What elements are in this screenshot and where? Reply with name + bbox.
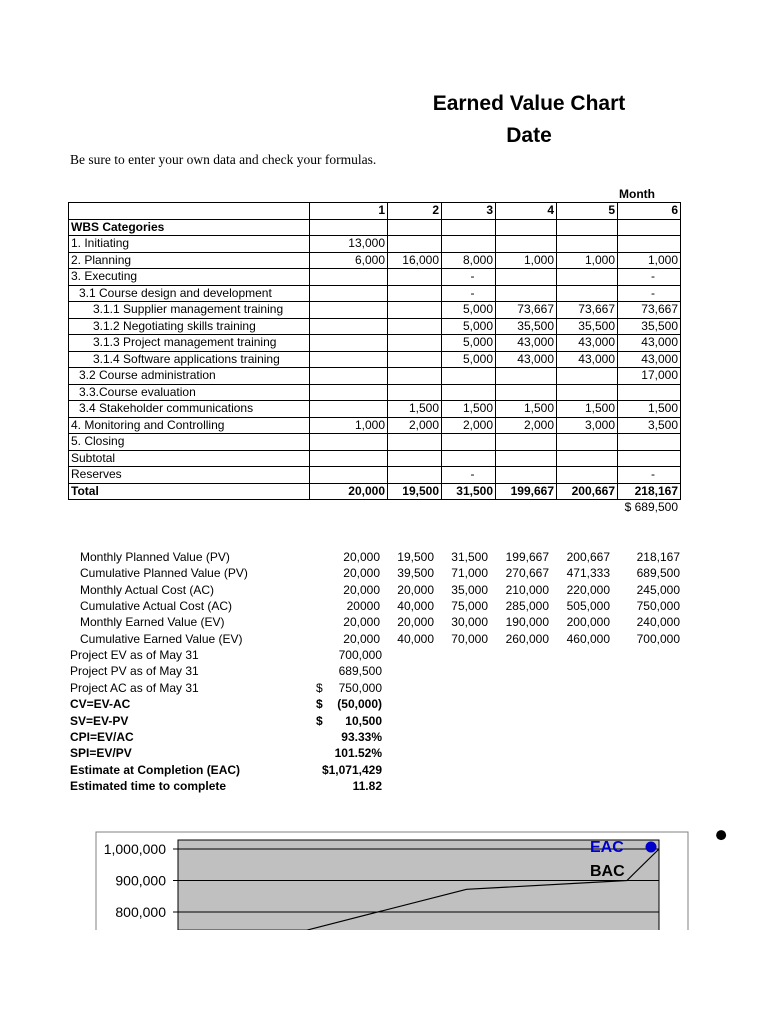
- table-cell: [618, 384, 681, 401]
- table-cell: [310, 318, 388, 335]
- value-cell: 689,500: [636, 566, 680, 581]
- table-cell: [310, 219, 388, 236]
- value-row-label: Monthly Actual Cost (AC): [80, 582, 215, 597]
- table-cell: 20,000: [310, 483, 388, 500]
- table-cell: 1,000: [310, 417, 388, 434]
- table-cell: [310, 384, 388, 401]
- table-cell: 2,000: [496, 417, 557, 434]
- value-cell: 285,000: [505, 598, 549, 613]
- table-cell: [557, 467, 618, 484]
- table-cell: [310, 285, 388, 302]
- table-row: [69, 302, 681, 319]
- summary-value: (50,000): [337, 697, 382, 712]
- table-cell: [388, 450, 442, 467]
- value-cell: 20000: [346, 598, 380, 613]
- summary-row: [0, 663, 768, 679]
- value-cell: 71,000: [451, 566, 488, 581]
- table-cell: 5,000: [442, 318, 496, 335]
- table-row: [69, 434, 681, 451]
- value-row-label: Monthly Earned Value (EV): [80, 615, 225, 630]
- summary-label: Project PV as of May 31: [70, 664, 199, 679]
- value-cell: 750,000: [636, 598, 680, 613]
- value-cell: 220,000: [566, 582, 610, 597]
- table-cell: 5,000: [442, 302, 496, 319]
- table-cell: [618, 434, 681, 451]
- summary-value: 689,500: [338, 664, 382, 679]
- y-tick-label: 800,000: [115, 904, 166, 920]
- summary-row: [0, 729, 768, 745]
- table-row: [69, 450, 681, 467]
- row-label: Reserves: [69, 467, 310, 484]
- summary-label: SPI=EV/PV: [70, 746, 132, 761]
- row-label: 3.3.Course evaluation: [69, 384, 310, 401]
- table-cell: 73,667: [557, 302, 618, 319]
- month-column-header: 2: [388, 203, 442, 220]
- table-cell: 43,000: [618, 335, 681, 352]
- table-row: [69, 351, 681, 368]
- currency-symbol: $: [316, 680, 323, 695]
- table-row: [69, 252, 681, 269]
- value-cell: 19,500: [397, 550, 434, 564]
- table-cell: [557, 384, 618, 401]
- table-cell: 17,000: [618, 368, 681, 385]
- value-cell: 190,000: [505, 615, 549, 630]
- value-cell: 75,000: [451, 598, 488, 613]
- month-header: Month: [619, 187, 655, 201]
- table-row: [69, 401, 681, 418]
- table-row: [69, 368, 681, 385]
- value-cell: 35,000: [451, 582, 488, 597]
- table-cell: [496, 434, 557, 451]
- table-cell: 2,000: [442, 417, 496, 434]
- table-row: [69, 417, 681, 434]
- table-row: [69, 285, 681, 302]
- y-tick-label: 1,000,000: [103, 841, 166, 857]
- summary-label: CPI=EV/AC: [70, 730, 134, 744]
- table-cell: [310, 269, 388, 286]
- summary-row: [0, 778, 768, 794]
- table-cell: [618, 450, 681, 467]
- table-cell: 218,167: [618, 483, 681, 500]
- instruction-note: Be sure to enter your own data and check your formulas.: [70, 152, 377, 167]
- summary-value: 11.82: [352, 779, 382, 794]
- table-cell: 35,500: [496, 318, 557, 335]
- table-cell: [496, 384, 557, 401]
- table-cell: [310, 351, 388, 368]
- summary-label: Estimated time to complete: [70, 779, 227, 794]
- table-cell: 73,667: [496, 302, 557, 319]
- table-cell: [442, 219, 496, 236]
- table-cell: [310, 368, 388, 385]
- table-cell: [310, 335, 388, 352]
- summary-label: SV=EV-PV: [70, 713, 129, 728]
- value-cell: 218,167: [636, 550, 680, 564]
- value-cell: 30,000: [451, 615, 488, 630]
- page-title: Earned Value Chart: [432, 92, 626, 115]
- table-cell: [310, 450, 388, 467]
- table-cell: [496, 368, 557, 385]
- table-cell: 199,667: [496, 483, 557, 500]
- table-cell: [496, 236, 557, 253]
- table-cell: [442, 236, 496, 253]
- table-cell: 35,500: [618, 318, 681, 335]
- value-row: [0, 549, 768, 565]
- plot-area: [178, 840, 659, 930]
- value-cell: 260,000: [505, 631, 549, 646]
- table-cell: [388, 434, 442, 451]
- summary-row: [0, 696, 768, 712]
- wbs-table: [68, 202, 681, 500]
- table-cell: [388, 302, 442, 319]
- month-column-header: 4: [496, 203, 557, 220]
- row-label: 3.1.3 Project management training: [69, 335, 310, 352]
- table-cell: 2,000: [388, 417, 442, 434]
- table-row: [69, 483, 681, 500]
- y-tick-label: 900,000: [115, 872, 166, 889]
- table-cell: 5,000: [442, 351, 496, 368]
- table-cell: -: [442, 285, 496, 302]
- value-cell: 240,000: [636, 615, 680, 630]
- table-cell: 43,000: [496, 351, 557, 368]
- summary-row: [0, 762, 768, 778]
- table-row: [69, 467, 681, 484]
- table-cell: [442, 434, 496, 451]
- table-cell: [496, 269, 557, 286]
- row-label: 1. Initiating: [69, 236, 310, 253]
- value-cell: 270,667: [505, 566, 549, 581]
- table-cell: 1,500: [496, 401, 557, 418]
- table-cell: [557, 368, 618, 385]
- table-cell: 43,000: [618, 351, 681, 368]
- table-cell: [496, 450, 557, 467]
- row-label: 3.2 Course administration: [69, 368, 310, 385]
- value-cell: 70,000: [451, 631, 488, 646]
- header-label-cell: [69, 203, 310, 220]
- table-row: [69, 335, 681, 352]
- table-cell: 6,000: [310, 252, 388, 269]
- table-cell: [388, 318, 442, 335]
- grand-total: $ 689,500: [624, 500, 678, 514]
- row-label: WBS Categories: [69, 219, 310, 236]
- row-label: 3.1.4 Software applications training: [69, 351, 310, 368]
- currency-symbol: $: [316, 713, 323, 728]
- table-cell: -: [442, 467, 496, 484]
- row-label: 2. Planning: [69, 252, 310, 269]
- summary-label: Estimate at Completion (EAC): [70, 762, 241, 777]
- value-cell: 20,000: [397, 582, 434, 597]
- table-cell: 1,000: [557, 252, 618, 269]
- table-cell: [310, 434, 388, 451]
- table-cell: 1,500: [557, 401, 618, 418]
- value-cell: 200,000: [566, 615, 610, 630]
- earned-value-chart: [0, 820, 768, 930]
- table-cell: [496, 285, 557, 302]
- value-row: [0, 565, 768, 581]
- row-label: 3.1 Course design and development: [69, 285, 310, 302]
- row-label: 3.1.2 Negotiating skills training: [69, 318, 310, 335]
- table-cell: 43,000: [496, 335, 557, 352]
- table-cell: 200,667: [557, 483, 618, 500]
- row-label: 3.4 Stakeholder communications: [69, 401, 310, 418]
- table-cell: -: [442, 269, 496, 286]
- table-cell: 31,500: [442, 483, 496, 500]
- value-cell: 460,000: [566, 631, 610, 646]
- table-row: [69, 236, 681, 253]
- table-cell: 1,000: [618, 252, 681, 269]
- table-cell: [557, 219, 618, 236]
- row-label: 5. Closing: [69, 434, 310, 451]
- table-cell: [496, 467, 557, 484]
- table-cell: [442, 384, 496, 401]
- summary-value: $1,071,429: [321, 762, 382, 777]
- table-cell: 35,500: [557, 318, 618, 335]
- value-cell: 20,000: [343, 550, 380, 564]
- summary-value: 10,500: [345, 713, 382, 728]
- table-cell: [618, 219, 681, 236]
- page-subtitle: Date: [506, 124, 552, 147]
- value-cell: 245,000: [636, 582, 680, 597]
- summary-label: Project EV as of May 31: [70, 648, 199, 662]
- row-label: Total: [69, 483, 310, 500]
- table-cell: 19,500: [388, 483, 442, 500]
- table-cell: 1,000: [496, 252, 557, 269]
- table-row: [69, 318, 681, 335]
- value-cell: 20,000: [343, 615, 380, 630]
- summary-value: 101.52%: [334, 746, 382, 761]
- table-cell: [442, 450, 496, 467]
- value-cell: 39,500: [397, 566, 434, 581]
- value-cell: 40,000: [397, 598, 434, 613]
- value-cell: 20,000: [397, 615, 434, 630]
- table-cell: [388, 351, 442, 368]
- value-row: [0, 582, 768, 598]
- table-cell: 43,000: [557, 335, 618, 352]
- value-cell: 20,000: [343, 566, 380, 581]
- table-cell: 3,500: [618, 417, 681, 434]
- value-cell: 471,333: [566, 566, 610, 581]
- row-label: Subtotal: [69, 450, 310, 467]
- summary-row: [0, 745, 768, 761]
- row-label: 4. Monitoring and Controlling: [69, 417, 310, 434]
- value-row-label: Cumulative Planned Value (PV): [80, 566, 248, 581]
- value-row-label: Cumulative Earned Value (EV): [80, 631, 243, 646]
- table-cell: [442, 368, 496, 385]
- table-cell: [310, 302, 388, 319]
- summary-row: [0, 680, 768, 696]
- table-cell: 1,500: [618, 401, 681, 418]
- value-cell: 200,667: [566, 550, 610, 564]
- table-cell: 3,000: [557, 417, 618, 434]
- month-column-header: 6: [618, 203, 681, 220]
- table-cell: [388, 384, 442, 401]
- table-cell: [388, 368, 442, 385]
- table-cell: 16,000: [388, 252, 442, 269]
- row-label: 3. Executing: [69, 269, 310, 286]
- summary-value: 93.33%: [341, 730, 382, 744]
- value-row: [0, 631, 768, 647]
- month-column-header: 5: [557, 203, 618, 220]
- table-cell: -: [618, 269, 681, 286]
- table-cell: [557, 269, 618, 286]
- table-cell: [618, 236, 681, 253]
- value-cell: 40,000: [397, 631, 434, 646]
- currency-symbol: $: [316, 697, 323, 712]
- table-cell: [557, 236, 618, 253]
- table-row: [69, 219, 681, 236]
- value-cell: 505,000: [566, 598, 610, 613]
- summary-label: Project AC as of May 31: [70, 680, 199, 695]
- table-cell: 43,000: [557, 351, 618, 368]
- table-cell: 1,500: [442, 401, 496, 418]
- row-label: 3.1.1 Supplier management training: [69, 302, 310, 319]
- table-cell: 13,000: [310, 236, 388, 253]
- month-column-header: 1: [310, 203, 388, 220]
- summary-value: 750,000: [338, 680, 382, 695]
- table-cell: 1,500: [388, 401, 442, 418]
- table-cell: [388, 467, 442, 484]
- value-cell: 700,000: [636, 631, 680, 646]
- table-cell: -: [618, 285, 681, 302]
- table-row: [69, 269, 681, 286]
- table-cell: 5,000: [442, 335, 496, 352]
- table-cell: [557, 285, 618, 302]
- summary-label: CV=EV-AC: [70, 697, 131, 712]
- value-row: [0, 614, 768, 630]
- value-row-label: Cumulative Actual Cost (AC): [80, 598, 233, 613]
- eac-label: EAC: [590, 839, 624, 856]
- bac-label: BAC: [590, 863, 625, 880]
- value-cell: 20,000: [343, 631, 380, 646]
- summary-value: 700,000: [338, 648, 382, 662]
- table-cell: [388, 285, 442, 302]
- value-cell: 31,500: [451, 550, 488, 564]
- table-cell: [388, 219, 442, 236]
- table-cell: [557, 434, 618, 451]
- table-cell: -: [618, 467, 681, 484]
- table-row: [69, 384, 681, 401]
- table-cell: [557, 450, 618, 467]
- summary-row: [0, 713, 768, 729]
- table-cell: [388, 269, 442, 286]
- value-row-label: Monthly Planned Value (PV): [80, 550, 230, 564]
- table-cell: [388, 236, 442, 253]
- month-column-header: 3: [442, 203, 496, 220]
- table-cell: [388, 335, 442, 352]
- summary-row: [0, 647, 768, 663]
- table-cell: [310, 401, 388, 418]
- table-cell: [496, 219, 557, 236]
- table-cell: 8,000: [442, 252, 496, 269]
- table-cell: [310, 467, 388, 484]
- value-row: [0, 598, 768, 614]
- table-cell: 73,667: [618, 302, 681, 319]
- eac-point: [646, 842, 657, 853]
- value-cell: 210,000: [505, 582, 549, 597]
- value-cell: 20,000: [343, 582, 380, 597]
- value-cell: 199,667: [505, 550, 549, 564]
- bac-point: [716, 830, 726, 840]
